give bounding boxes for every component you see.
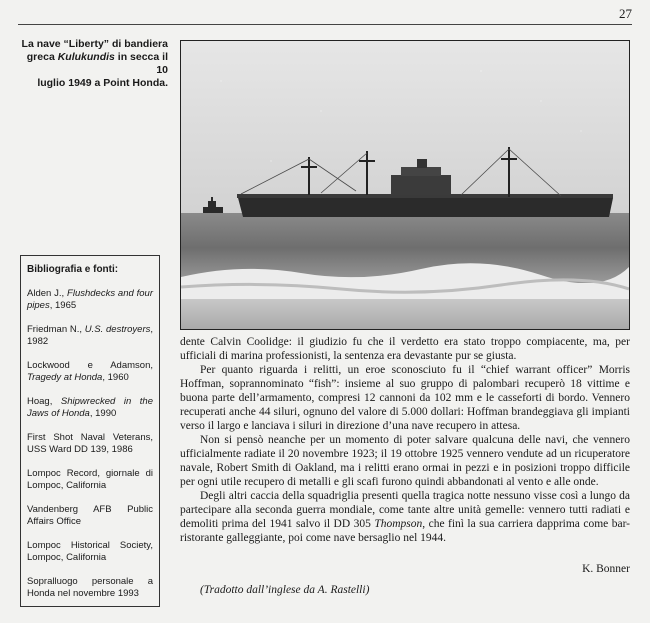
entry-plain: Vandenberg AFB Public Affairs Office: [27, 504, 153, 527]
bibliography-entry: [27, 432, 153, 456]
paragraph-2: Per quanto riguarda i relitti, un eroe sconosciuto fu il “chief warrant officer” Morris Hoffman, soprannominato “fish”: insieme al suo gruppo di palombari recuperò 18 vittime e buona parte dell’armamento, compresi 12 cannoni da 102 mm e le casseforti di bordo. Vennero recuperati anche 44 siluri, ognuno del valore di 5.000 dollari: Hoffman brandeggiava gli impianti verso il largo e lanciava i siluri in direzione d’una nave recupero in attesa.: [180, 364, 630, 432]
caption-line-2-pre: greca: [26, 51, 58, 63]
entry-plain: Lockwood e Adamson,: [27, 360, 153, 371]
caption-line-3: luglio 1949 a Point Honda.: [37, 77, 168, 89]
entry-title: Shipwrecked in the Jaws of Honda: [27, 396, 153, 419]
entry-tail: , 1965: [49, 300, 77, 311]
entry-title: Flushdecks and four pipes: [27, 288, 153, 311]
entry-tail: , 1990: [89, 408, 117, 419]
bibliography-entry: [27, 288, 153, 312]
bibliography-entry: [27, 576, 153, 600]
entry-plain: First Shot Naval Veterans, USS Ward DD 139, 1986: [27, 432, 153, 455]
photo-caption: [20, 38, 168, 90]
caption-line-1: La nave “Liberty” di bandiera: [21, 38, 168, 50]
ship-photo-icon: [181, 41, 629, 329]
bibliography-entry: [27, 468, 153, 492]
entry-plain: Lompoc Record, giornale di Lompoc, California: [27, 468, 153, 491]
entry-plain: Friedman N.,: [27, 324, 85, 335]
bibliography-box: [20, 255, 160, 607]
paragraph-1: dente Calvin Coolidge: il giudizio fu che il verdetto era stato troppo compiacente, ma, per ufficiali di marina professionisti, la sentenza era devastante pur se giusta.: [180, 336, 630, 362]
page-number: 27: [619, 6, 632, 21]
caption-line-2-post: in secca il 10: [114, 51, 168, 76]
bibliography-entry: [27, 540, 153, 564]
entry-plain: Hoag,: [27, 396, 61, 407]
bibliography-entry: [27, 324, 153, 348]
bibliography-entry: [27, 360, 153, 384]
entry-tail: , 1960: [102, 372, 129, 383]
translator-credit: (Tradotto dall’inglese da A. Rastelli): [200, 584, 370, 596]
entry-title: U.S. destroyers: [84, 324, 151, 335]
entry-tail: , 1982: [27, 324, 154, 347]
bibliography-title: Bibliografia e fonti:: [27, 264, 119, 275]
entry-plain: Lompoc Historical Society, Lompoc, California: [27, 540, 153, 563]
ship-photo: [180, 40, 630, 330]
paragraph-4-pre: Degli altri caccia della squadriglia presenti quella tragica notte nessuno visse così a lungo da partecipare alla seconda guerra mondiale, come tante altre unità gemelle: vennero tutti radiati e demoliti prima del 1941 salvo il DD 305: [180, 490, 630, 530]
article-body: [180, 335, 630, 545]
header-rule: [18, 24, 632, 25]
bibliography-entry: [27, 504, 153, 528]
entry-title: Tragedy at Honda: [27, 372, 103, 383]
paragraph-4: [180, 489, 630, 545]
entry-plain: Alden J.,: [27, 288, 68, 299]
author-signature: K. Bonner: [582, 563, 630, 575]
caption-ship-name: Kulukundis: [57, 51, 115, 63]
bibliography-entry: [27, 396, 153, 420]
ship-name-thompson: Thompson: [374, 518, 423, 530]
paragraph-4-post: , che finì la sua carriera dapprima come bar-ristorante galleggiante, poi come nave bersaglio nel 1944.: [180, 518, 630, 544]
entry-plain: Sopralluogo personale a Honda nel novembre 1993: [27, 576, 153, 599]
paragraph-3: Non si pensò neanche per un momento di poter salvare qualcuna delle navi, che vennero ufficialmente radiate il 20 novembre 1923; il 19 ottobre 1925 vennero vendute ad un ricuperatore navale, Robert Smith di Oakland, ma i relitti erano ormai in pezzi e in posizioni troppo difficile per ogni utile recupero di metalli e gli scafi furono quindi abbandonati al vento e alle onde.: [180, 434, 630, 488]
